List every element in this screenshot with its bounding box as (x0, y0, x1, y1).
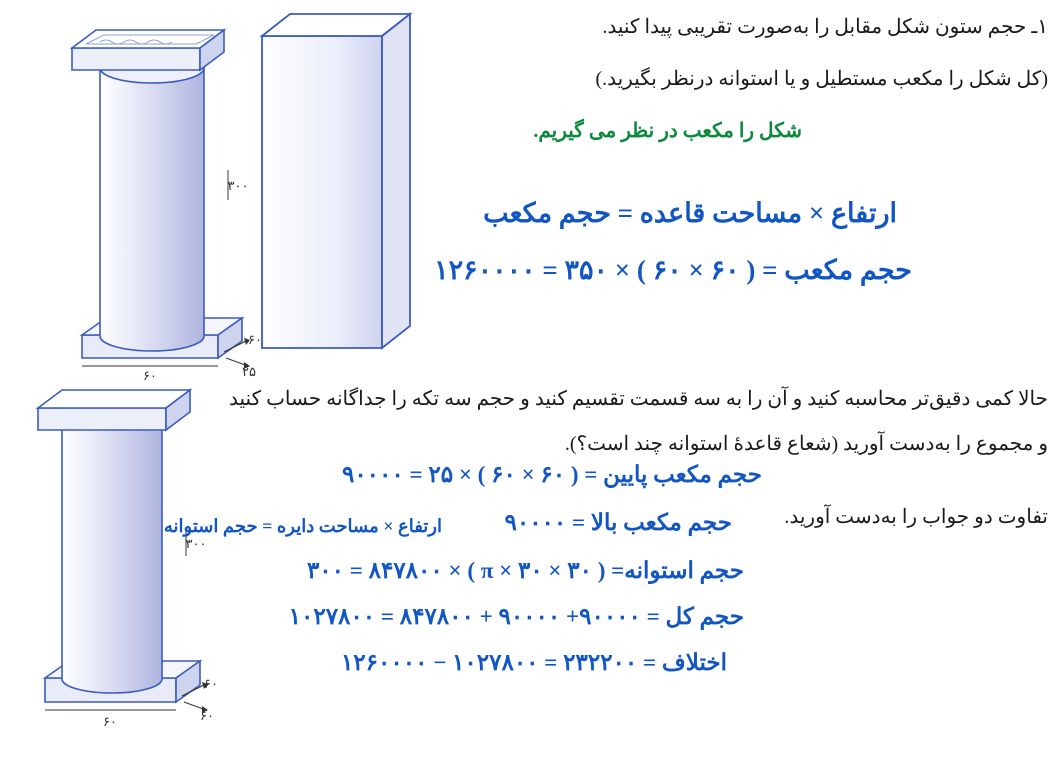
solution-row-cylinder: حجم استوانه= ( π × ۳۰ × ۳۰ ) × ۳۰۰ = ۸۴۷۸۰۰ (306, 558, 744, 583)
green-note: شکل را مکعب در نظر می گیریم. (533, 120, 802, 142)
figure-top-base-label: ۲۵ (242, 364, 256, 379)
figure-top-height-label: ۳۰۰ (227, 178, 249, 193)
figure-top-depth-label: ۶۰ (248, 332, 262, 347)
solution-cylinder-formula: ارتفاع × مساحت دایره = حجم استوانه (163, 516, 442, 536)
solution-row-total: حجم کل = ۹۰۰۰۰+ ۹۰۰۰۰ + ۸۴۷۸۰۰ = ۱۰۲۷۸۰۰ (288, 604, 744, 629)
figure-bottom-width-label: ۶۰ (103, 714, 117, 729)
problem-statement-line2: (کل شکل را مکعب مستطیل و یا استوانه درنظر بگیرید.) (595, 68, 1048, 90)
problem2-line3: تفاوت دو جواب را به‌دست آورید. (784, 506, 1048, 528)
problem2-line2: و مجموع را به‌دست آورید (شعاع قاعدهٔ استوانه چند است؟). (564, 433, 1048, 455)
solution-row-upper-cube: حجم مکعب بالا = ۹۰۰۰۰ (504, 510, 732, 535)
formula-cube-value: حجم مکعب = ( ۶۰ × ۶۰ ) × ۳۵۰ = ۱۲۶۰۰۰۰ (434, 255, 912, 285)
figure-column-approximate (0, 0, 480, 383)
figure-bottom-base-label: ۶۰ (200, 708, 214, 723)
figure-bottom-height-label: ۳۰۰ (185, 536, 207, 551)
figure-bottom-svg (0, 378, 300, 765)
solution-row-difference: اختلاف = ۲۳۲۲۰۰ = ۱۰۲۷۸۰۰ − ۱۲۶۰۰۰۰ (340, 650, 727, 675)
problem-statement-line1: ۱ـ حجم ستون شکل مقابل را به‌صورت تقریبی پیدا کنید. (602, 16, 1048, 38)
figure-top-width-label: ۶۰ (143, 368, 157, 383)
problem2-line1: حالا کمی دقیق‌تر محاسبه کنید و آن را به سه قسمت تقسیم کنید و حجم سه تکه را جداگانه حساب کنید (229, 388, 1048, 410)
figure-bottom-depth-label: ۶۰ (204, 676, 218, 691)
figure-top-svg (0, 0, 480, 383)
solution-row-lower-cube: حجم مکعب پایین = ( ۶۰ × ۶۰ ) × ۲۵ = ۹۰۰۰۰ (341, 462, 762, 487)
figure-column-exact (0, 378, 300, 765)
formula-cube-volume: ارتفاع × مساحت قاعده = حجم مکعب (483, 198, 897, 228)
